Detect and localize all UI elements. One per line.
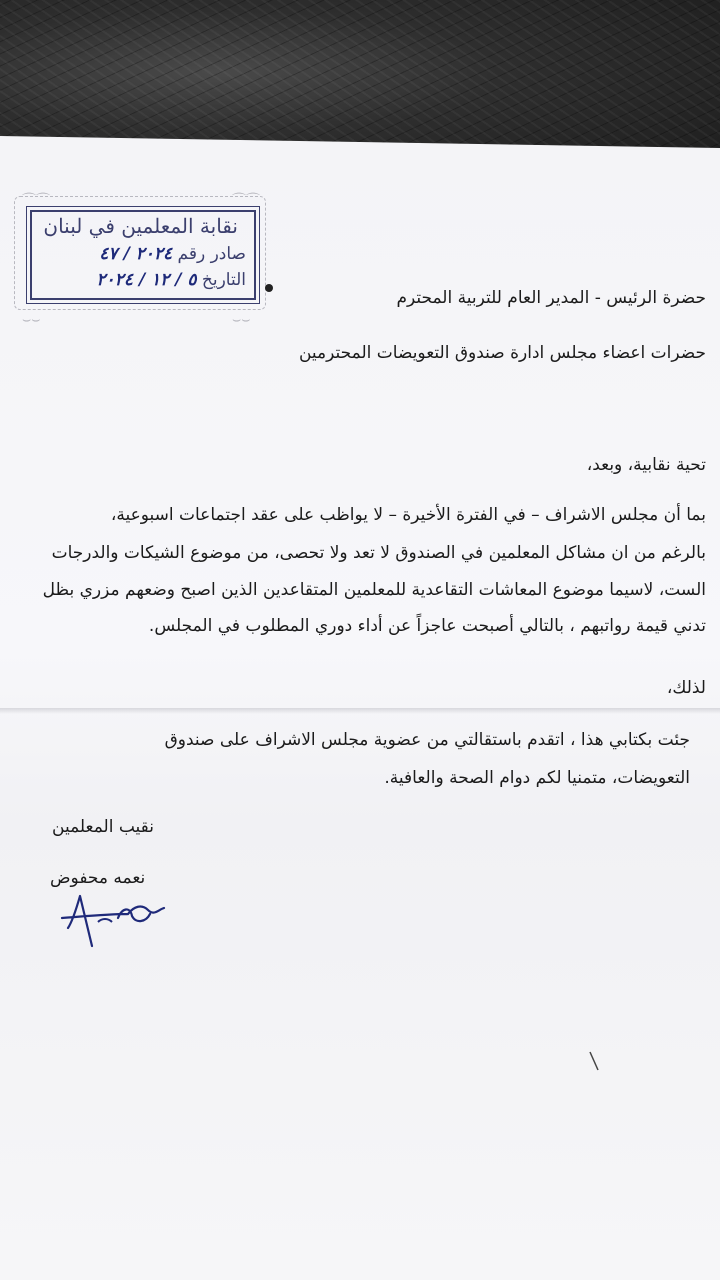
handwritten-signature — [58, 888, 168, 948]
body-line: الست، لاسيما موضوع المعاشات التقاعدية للمعلمين المتقاعدين الذين اصبح وضعهم مزري بظل — [42, 580, 706, 600]
ink-dot — [265, 284, 273, 292]
margin-mark: ⌒⌒ — [22, 193, 50, 209]
stamp-date-label: التاريخ — [201, 270, 246, 290]
signatory-title: نقيب المعلمين — [52, 817, 155, 837]
greeting: تحية نقابية، وبعد، — [586, 455, 706, 475]
closing-line: جئت بكتابي هذا ، اتقدم باستقالتي من عضوية مجلس الاشراف على صندوق — [164, 730, 690, 750]
margin-mark: ⌒⌒ — [232, 193, 260, 209]
body-line: بالرغم من ان مشاكل المعلمين في الصندوق لا تعد ولا تحصى، من موضوع الشيكات والدرجات — [51, 543, 706, 563]
stamp-title: نقابة المعلمين في لبنان — [43, 214, 238, 238]
ink-mark — [588, 1050, 602, 1074]
margin-mark: ⌣⌣ — [22, 312, 41, 328]
therefore-line: لذلك، — [666, 678, 706, 698]
addressee-line: حضرات اعضاء مجلس ادارة صندوق التعويضات المحترمين — [298, 343, 706, 363]
page-fold — [0, 708, 720, 714]
union-stamp — [30, 210, 256, 300]
stamp-number-label: صادر رقم — [177, 244, 246, 264]
stamp-number-row — [99, 244, 246, 264]
margin-mark: ⌣⌣ — [232, 312, 251, 328]
body-line: بما أن مجلس الاشراف – في الفترة الأخيرة – لا يواظب على عقد اجتماعات اسبوعية، — [110, 505, 706, 525]
signatory-name: نعمه محفوض — [50, 868, 146, 888]
stamp-number-value: ٢٠٢٤ / ٤٧ — [99, 244, 173, 264]
body-line: تدني قيمة رواتبهم ، بالتالي أصبحت عاجزاً عن أداء دوري المطلوب في المجلس. — [148, 616, 706, 636]
stamp-date-row — [96, 270, 246, 290]
closing-line: التعويضات، متمنيا لكم دوام الصحة والعافية. — [384, 768, 690, 788]
stamp-date-value: ٥ / ١٢ / ٢٠٢٤ — [96, 270, 197, 290]
addressee-line: حضرة الرئيس - المدير العام للتربية المحترم — [396, 288, 706, 308]
